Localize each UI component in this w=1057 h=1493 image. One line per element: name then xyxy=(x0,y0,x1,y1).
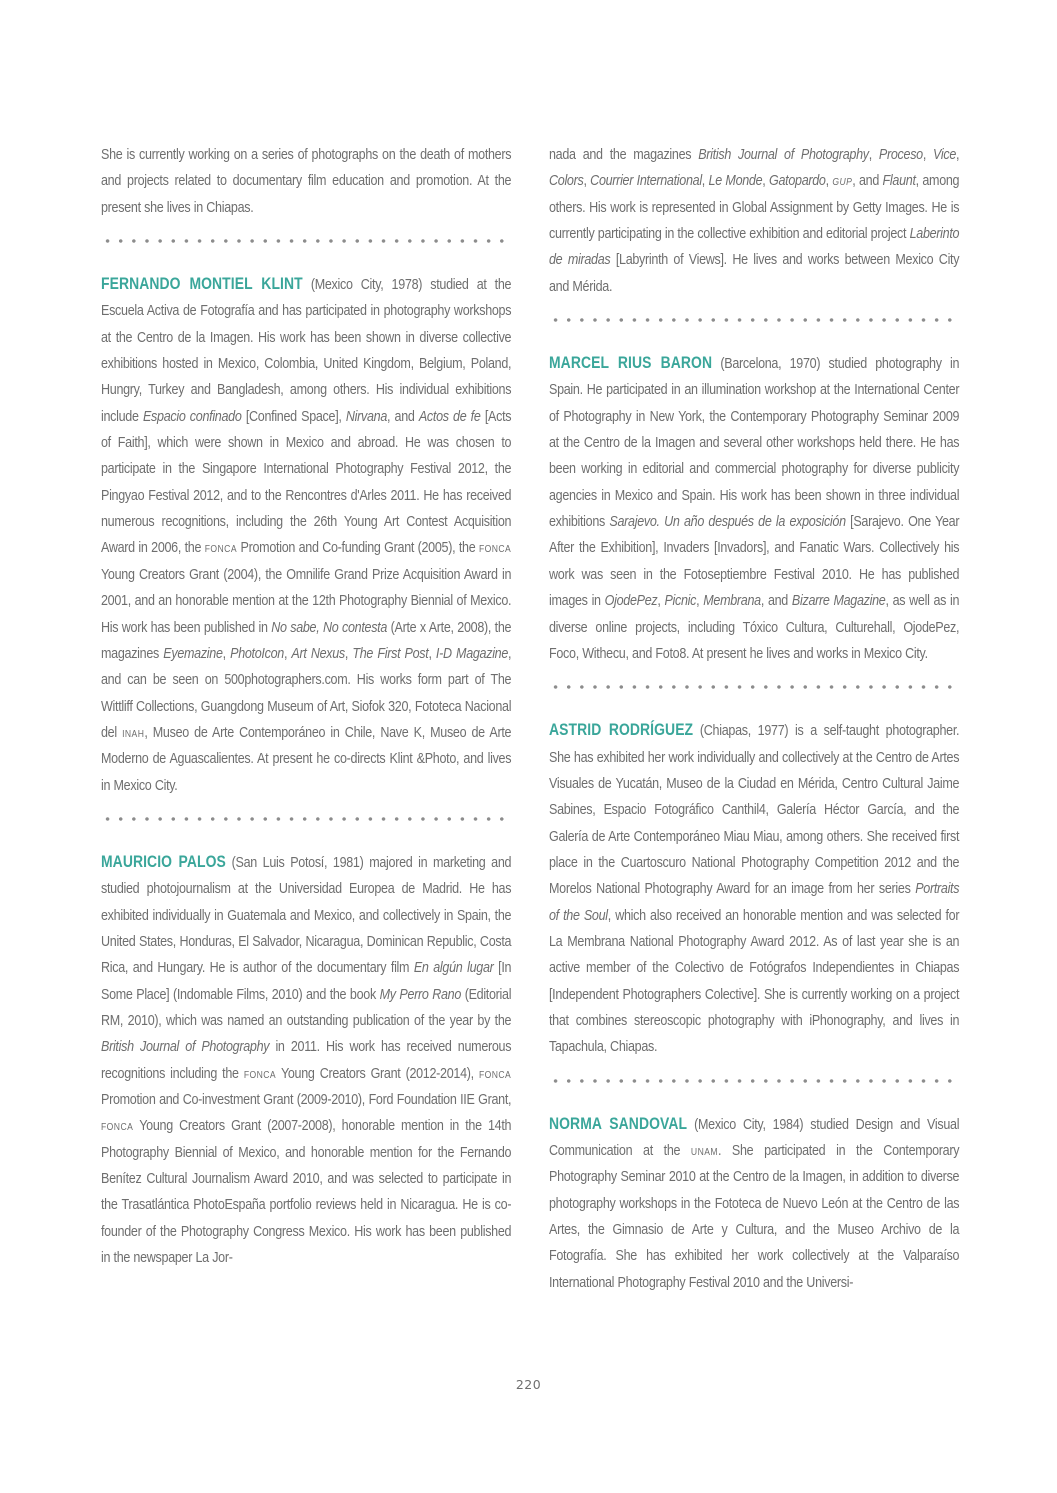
bio-text: , xyxy=(825,173,833,190)
bio-text: , xyxy=(922,147,934,163)
bio-mauricio-palos xyxy=(101,849,511,1272)
italic-title: Espacio confinado xyxy=(142,408,242,425)
italic-title: Nirvana xyxy=(345,408,388,425)
bio-text: , xyxy=(657,593,665,610)
bio-text: , xyxy=(344,645,353,662)
bio-text: [In Some Place] (Indomable Films, 2010) and the book xyxy=(101,960,512,1003)
bio-text: , as well as in diverse online projects, including Tóxico Cultura, Culturehall, OjodePez, Foco, Withecu, and Foto8. At present he lives and works in Mexico City. xyxy=(549,593,960,662)
bio-text: [Sarajevo. One Year After the Exhibition], Invaders [Invadors], and Fanatic Wars. Collectively his work was seen in the Fotoseptiembre Festival 2010. He has published images in xyxy=(549,514,960,610)
italic-title: Actos de fe xyxy=(418,408,481,425)
italic-title: I-D Magazine xyxy=(435,645,509,662)
dotted-divider xyxy=(549,1078,959,1084)
bio-text: , xyxy=(701,173,709,190)
bio-text: , among others. His work is represented in Global Assignment by Getty Images. He is currently participating in the collective exhibition and editorial project xyxy=(549,173,960,243)
bio-text: , and xyxy=(760,593,792,610)
bio-text: , and xyxy=(852,173,883,190)
dotted-divider xyxy=(549,317,959,323)
acronym: inah xyxy=(122,724,145,741)
italic-title: The First Post xyxy=(352,645,429,662)
acronym: fonca xyxy=(204,540,237,557)
page-number: 220 xyxy=(515,1377,542,1392)
bio-text: Promotion and Co-funding Grant (2005), the xyxy=(236,540,479,557)
bio-norma-sandoval xyxy=(549,1111,959,1296)
acronym: unam xyxy=(690,1143,718,1159)
bio-name: FERNANDO MONTIEL KLINT xyxy=(101,275,303,294)
bio-text: , xyxy=(762,173,770,190)
acronym: fonca xyxy=(101,1118,134,1135)
italic-title: gup xyxy=(832,173,853,190)
bio-text: (Arte x Arte, 2008), the magazines xyxy=(101,619,512,662)
bio-astrid-rodriguez xyxy=(549,717,959,1060)
bio-text: . She participated in the Contemporary Photography Seminar 2010 at the Centro de la Imagen, in addition to diverse photography workshops in the Fototeca de Nuevo León at the Centro de las Artes, the Gimnasio de Arte y Cultura, and the Museo Archivo de la Fotografía. She has exhibited her work collectively at the Valparaíso International Photography Festival 2010 and the Universi- xyxy=(549,1143,960,1291)
bio-text: , which also received an honorable mention and was selected for La Membrana National Photography Award 2012. As of last year she is an active member of the Colectivo de Fotógrafos Independientes in Chiapas [Independent Photographers Colective]. She is currently working on a project that combines stereoscopic photography with iPhonography, and lives in Tapachula, Chiapas. xyxy=(549,907,960,1056)
italic-title: Gatopardo xyxy=(769,173,826,190)
bio-continuation xyxy=(101,142,511,221)
dotted-divider xyxy=(101,816,511,822)
bio-text: [Labyrinth of Views]. He lives and works between Mexico City and Mérida. xyxy=(549,252,960,295)
bio-text: (San Luis Potosí, 1981) majored in marketing and studied photojournalism at the Universidad Europea de Madrid. He has exhibited individually in Guatemala and Mexico, and collectively in Spain, the United States, Honduras, El Salvador, Nicaragua, Dominican Republic, Costa Rica, and Hungary. He is author of the documentary film xyxy=(101,854,512,977)
bio-name: NORMA SANDOVAL xyxy=(549,1114,688,1133)
italic-title: Bizarre Magazine xyxy=(791,593,886,610)
bio-text: (Chiapas, 1977) is a self-taught photographer. She has exhibited her work individually and collectively at the Centro de Artes Visuales de Yucatán, Museo de la Ciudad en Mérida, Centro Cultural Jaime Sabines, Espacio Fotográfico Canthil4, Galería Héctor García, and the Galería de Arte Contemporáneo Miau Miau, among others. She received first place in the Cuartoscuro National Photography Competition 2012 and the Morelos National Photography Award for an image from her series xyxy=(549,723,960,898)
bio-text: (Mexico City, 1984) studied Design and Visual Communication at the xyxy=(549,1116,960,1159)
italic-title: British Journal of Photography xyxy=(698,147,869,163)
bio-text: [Acts of Faith], which were shown in Mexico and abroad. He was chosen to participate in the Singapore International Photography Festival 2012, the Pingyao Festival 2012, and to the Rencontres d'Arles 2011. He has received numerous recognitions, including the 26th Young Art Contest Acquisition Award in 2006, the xyxy=(101,408,512,557)
acronym: fonca xyxy=(243,1065,277,1082)
italic-title: Le Monde xyxy=(708,173,763,190)
italic-title: My Perro Rano xyxy=(379,986,462,1003)
bio-text: , Museo de Arte Contemporáneo in Chile, Nave K, Museo de Arte Moderno de Aguascalientes. At present he co-directs Klint &Photo, and lives in Mexico City. xyxy=(101,724,512,794)
bio-text: , xyxy=(222,645,231,662)
bio-fernando-montiel-klint xyxy=(101,271,511,799)
bio-continuation xyxy=(549,142,959,300)
italic-title: Eyemazine xyxy=(163,645,223,662)
bio-text: , xyxy=(956,147,960,163)
italic-title: Laberinto de miradas xyxy=(549,226,960,269)
left-column xyxy=(101,142,511,1271)
italic-title: Membrana xyxy=(703,593,761,610)
italic-title: Flaunt xyxy=(882,173,916,190)
bio-text: , and xyxy=(387,408,419,425)
bio-text: , and can be seen on 500photographers.com. His works form part of The Wittliff Collections, Guangdong Museum of Art, Siofok 320, Fototeca Nacional del xyxy=(101,645,512,741)
dotted-divider xyxy=(549,684,959,690)
italic-title: Portraits of the Soul xyxy=(549,881,960,924)
italic-title: En algún lugar xyxy=(413,960,494,977)
bio-text: She is currently working on a series of photographs on the death of mothers and projects related to documentary film education and promotion. At the present she lives in Chiapas. xyxy=(101,147,512,216)
bio-text: [Confined Space], xyxy=(241,408,346,425)
bio-text: , xyxy=(868,147,879,163)
bio-text: , xyxy=(583,173,591,190)
italic-title: Art Nexus xyxy=(291,645,345,662)
italic-title: British Journal of Photography xyxy=(101,1039,270,1056)
bio-text: (Mexico City, 1978) studied at the Escuela Activa de Fotografía and has participated in photography workshops at the Centro de la Imagen. His work has been shown in diverse collective exhibitions hosted in Mexico, Colombia, United Kingdom, Belgium, Poland, Hungry, Turkey and Bangladesh, among others. His individual exhibitions include xyxy=(101,277,512,425)
bio-text: , xyxy=(283,645,292,662)
bio-text: , xyxy=(696,593,704,610)
bio-name: ASTRID RODRÍGUEZ xyxy=(549,721,694,740)
italic-title: PhotoIcon xyxy=(230,645,284,662)
italic-title: Proceso xyxy=(878,147,923,163)
bio-text: , xyxy=(428,645,436,662)
bio-name: MARCEL RIUS BARON xyxy=(549,354,713,373)
acronym: fonca xyxy=(478,1065,512,1082)
italic-title: OjodePez xyxy=(604,593,658,610)
bio-text: Young Creators Grant (2012-2014), xyxy=(276,1065,479,1082)
bio-text: in 2011. His work has received numerous recognitions including the xyxy=(101,1039,512,1082)
bio-marcel-rius-baron xyxy=(549,350,959,667)
dotted-divider xyxy=(101,238,511,244)
bio-text: (Barcelona, 1970) studied photography in Spain. He participated in an illumination workshop at the International Center of Photography in New York, the Contemporary Photography Seminar 2009 at the Centro de la Imagen and several other workshops held there. He has been working in editorial and commercial photography for diverse publicity agencies in Mexico and Spain. His work has been shown in three individual exhibitions xyxy=(549,356,960,531)
italic-title: Colors xyxy=(549,173,584,190)
italic-title: No sabe, No contesta xyxy=(271,619,388,636)
bio-text: nada and the magazines xyxy=(549,147,699,163)
bio-text: Young Creators Grant (2007-2008), honorable mention in the 14th Photography Biennial of Mexico, and honorable mention for the Fernando Benítez Cultural Journalism Award 2010, and was selected to participate in the Trasatlántica PhotoEspaña portfolio reviews held in Nicaragua. He is co-founder of the Photography Congress Mexico. His work has been published in the newspaper La Jor- xyxy=(101,1118,512,1267)
acronym: fonca xyxy=(478,540,512,557)
italic-title: Courrier International xyxy=(590,173,702,190)
italic-title: Picnic xyxy=(664,593,697,610)
bio-text: Young Creators Grant (2004), the Omnilife Grand Prize Acquisition Award in 2001, and an honorable mention at the 12th Photography Biennial of Mexico. His work has been published in xyxy=(101,566,512,636)
bio-name: MAURICIO PALOS xyxy=(101,852,226,871)
italic-title: Vice xyxy=(933,147,957,163)
bio-text: (Editorial RM, 2010), which was named an outstanding publication of the year by the xyxy=(101,986,512,1029)
bio-text: Promotion and Co-investment Grant (2009-2010), Ford Foundation IIE Grant, xyxy=(101,1092,512,1108)
italic-title: Sarajevo. Un año después de la exposición xyxy=(609,514,846,531)
right-column xyxy=(549,142,959,1296)
